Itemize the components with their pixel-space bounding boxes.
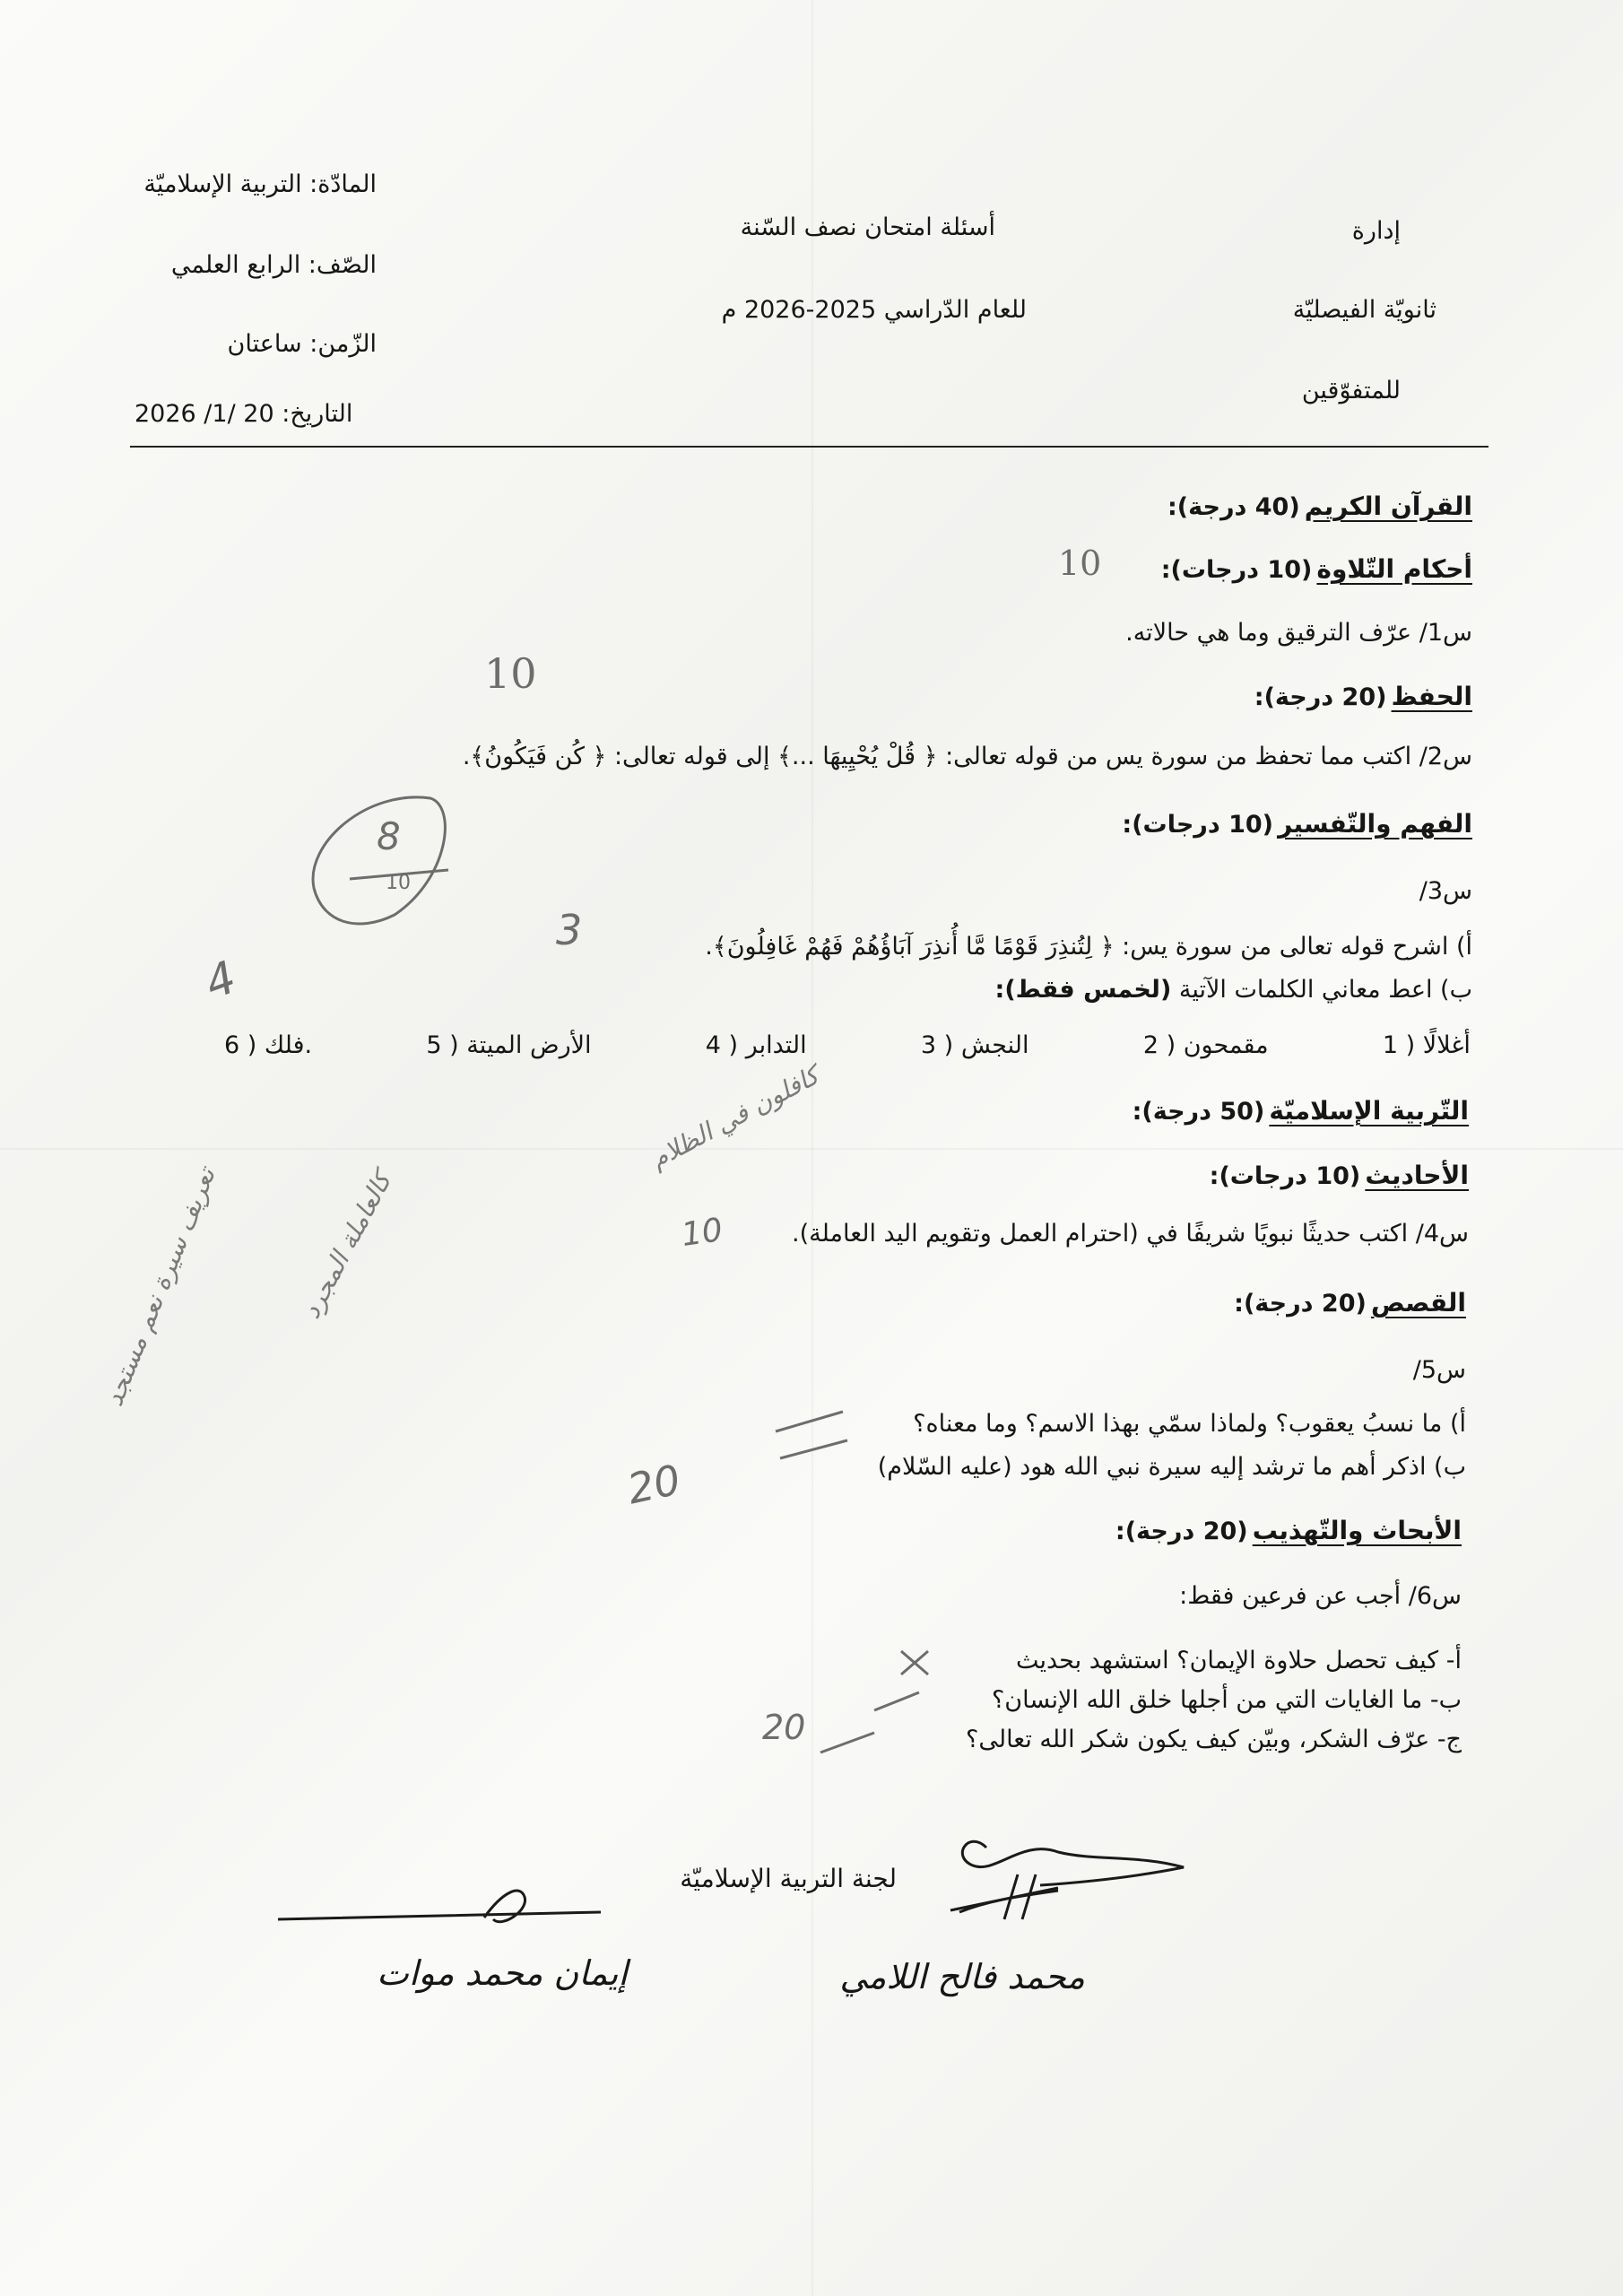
paper-fold-horizontal [0,1148,1623,1150]
hadith-score-mark: 10 [679,1212,725,1254]
circle-score-value: 8 [377,814,401,858]
admin-label: إدارة [1351,217,1401,245]
question-6: س6/ أجب عن فرعين فقط: [1179,1582,1462,1610]
question-6a: أ- كيف تحصل حلاوة الإيمان؟ استشهد بحديث [1015,1647,1462,1674]
circled-score-shape [296,780,475,942]
vocab-word-6: 6 ) فلك. [224,1031,313,1059]
check-mark-q6b [870,1688,924,1715]
tafsir-score-mark: 3 [556,906,583,954]
signer-left-name: إيمان محمد موات [377,1953,628,1993]
academic-year: للعام الدّراسي 2025-2026 م [721,296,1027,324]
vocab-word-4: 4 ) التدابر [705,1031,807,1059]
margin-note-1: كافلون في الظلام [646,1060,824,1175]
stories-score-mark: 20 [623,1455,685,1514]
question-3: س3/ [1419,877,1472,905]
cross-mark-q6a [897,1647,933,1679]
margin-note-2: كالعاملة المجرد [296,1167,398,1324]
date-label: التاريخ: 20 /1/ 2026 [135,400,353,428]
research-score-mark: 20 [762,1708,806,1747]
committee-label: لجنة التربية الإسلاميّة [680,1864,897,1893]
tafsir-heading: الفهم والتّفسير (10 درجات): [1122,809,1472,839]
check-mark-q6c [816,1726,879,1761]
exam-title: أسئلة امتحان نصف السّنة [740,213,995,241]
question-6b: ب- ما الغايات التي من أجلها خلق الله الإنسان؟ [991,1686,1462,1714]
grade-label: الصّف: الرابع العلمي [170,251,377,279]
signature-right-scribble [933,1812,1202,1937]
quran-heading: القرآن الكريم (40 درجة): [1167,491,1472,521]
school-suffix: للمتفوّقين [1301,377,1401,404]
vocabulary-list [224,1031,1471,1067]
question-5: س5/ [1412,1356,1466,1384]
header-divider [130,446,1488,448]
vocab-word-5: 5 ) الأرض الميتة [426,1031,592,1059]
question-2: س2/ اكتب مما تحفظ من سورة يس من قوله تعالى: ﴿ قُلْ يُحْيِيهَا ...﴾ إلى قوله تعالى: ﴿ كُن فَيَكُونُ﴾. [462,743,1472,770]
question-1: س1/ عرّف الترقيق وما هي حالاته. [1125,619,1472,647]
question-5a: أ) ما نسبُ يعقوب؟ ولماذا سمّي بهذا الاسم؟ وما معناه؟ [913,1410,1466,1438]
research-heading: الأبحاث والتّهذيب (20 درجة): [1115,1516,1462,1545]
question-6c: ج- عرّف الشكر، وبيّن كيف يكون شكر الله تعالى؟ [966,1726,1462,1753]
signature-left-scribble [278,1874,628,1946]
stories-heading: القصص (20 درجة): [1234,1288,1466,1318]
question-4: س4/ اكتب حديثًا نبويًا شريفًا في (احترام العمل وتقويم اليد العاملة). [792,1220,1469,1248]
hifz-score-mark: 10 [484,649,537,698]
subject-label: المادّة: التربية الإسلاميّة [143,170,377,198]
question-5b: ب) اذكر أهم ما ترشد إليه سيرة نبي الله هود (عليه السّلام) [877,1453,1466,1481]
school-name: ثانويّة الفيصليّة [1292,296,1436,324]
hifz-heading: الحفظ (20 درجة): [1254,682,1472,711]
vocab-word-1: 1 ) أغلالًا [1382,1031,1471,1059]
hadith-heading: الأحاديث (10 درجات): [1209,1161,1469,1190]
question-3a: أ) اشرح قوله تعالى من سورة يس: ﴿ لِتُنذِرَ قَوْمًا مَّا أُنذِرَ آبَاؤُهُمْ فَهُمْ غَافِلُونَ﴾. [705,933,1472,961]
tajweed-score-mark: 10 [1058,544,1102,583]
vocab-word-3: 3 ) النجش [920,1031,1029,1059]
margin-note-3: تعريف سيرة نعم مستجد [99,1163,221,1411]
vocab-word-2: 2 ) مقمحون [1142,1031,1269,1059]
signer-right-name: محمد فالح اللامي [839,1957,1085,1996]
circle-score-total: 10 [386,872,411,894]
islamic-heading: التّربية الإسلاميّة (50 درجة): [1132,1096,1469,1126]
q3-score-mark: 4 [198,951,243,1010]
tajweed-heading: أحكام التّلاوة (10 درجات): [1160,554,1472,584]
duration-label: الزّمن: ساعتان [227,330,377,358]
question-3b: ب) اعط معاني الكلمات الآتية (لخمس فقط): [994,976,1472,1004]
check-mark-q5 [771,1405,852,1467]
